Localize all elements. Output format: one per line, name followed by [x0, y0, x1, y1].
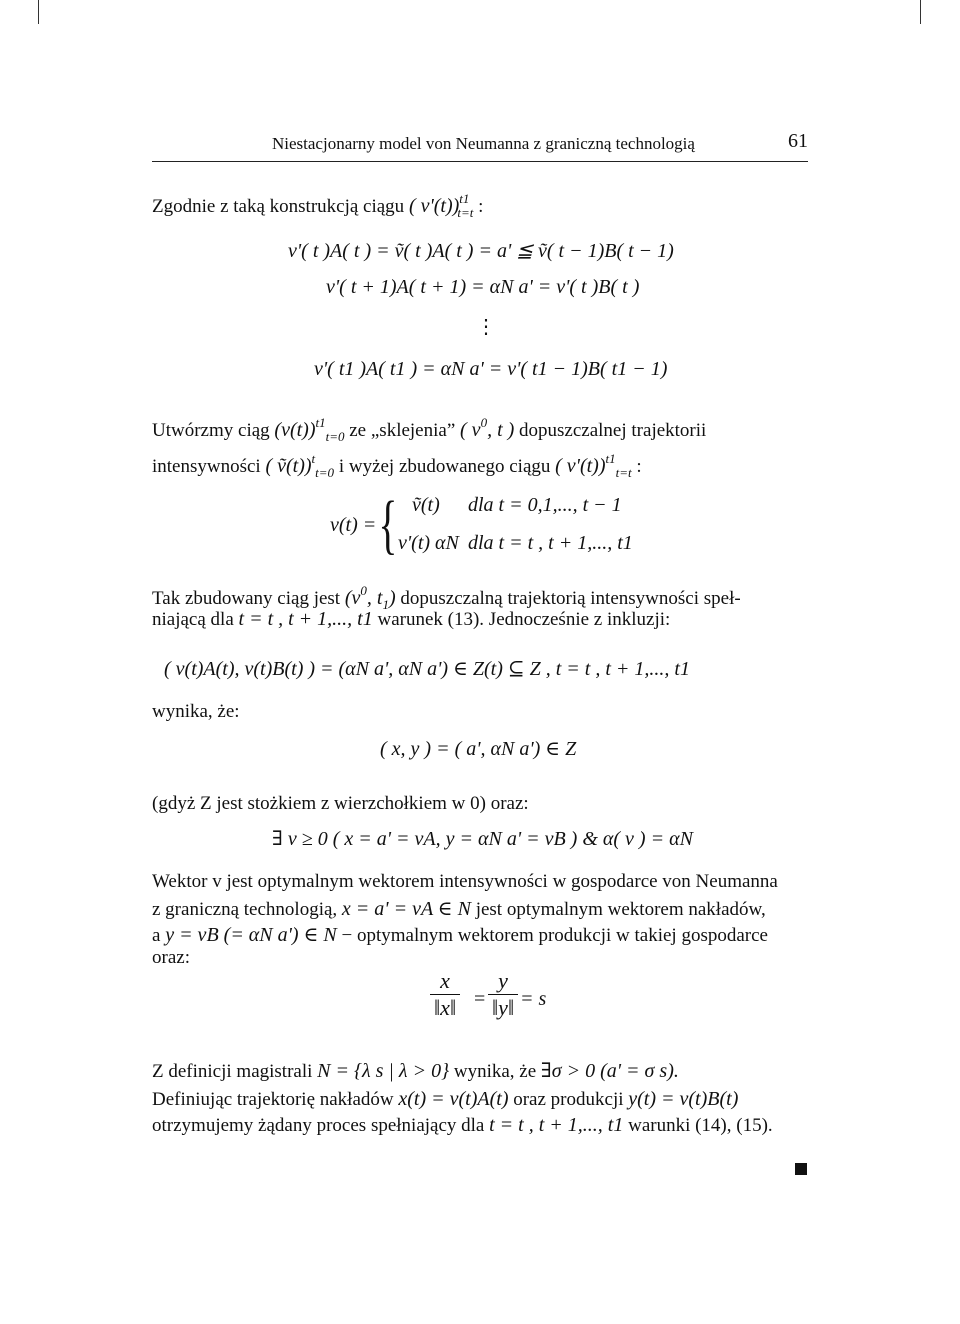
header-title: Niestacjonarny model von Neumanna z graniczną technologią: [272, 134, 695, 153]
fraction-numerator: x: [430, 968, 460, 995]
crop-mark-left: [38, 0, 39, 24]
text-line: [152, 1058, 679, 1084]
text-span: − optymalnym wektorem produkcji w takiej gospodarce: [341, 925, 768, 946]
text-span: wynika, że: [453, 1061, 537, 1082]
text-line: [152, 410, 706, 450]
inline-math: y = vB (= αN a') ∈ N: [165, 924, 337, 946]
inline-math: ∃σ > 0 (a' = σ s).: [540, 1060, 679, 1082]
text-span: Tak zbudowany ciąg jest: [152, 588, 341, 609]
text-span: niającą dla: [152, 609, 234, 630]
case-1-value: ṽ(t): [412, 494, 440, 516]
fraction-x: [430, 968, 460, 1021]
fraction-denominator: ‖x‖: [434, 995, 457, 1020]
text-span: a: [152, 925, 161, 946]
equation-3: v'( t1 )A( t1 ) = αN a' = v'( t1 − 1)B( t1 − 1): [314, 358, 668, 380]
inline-math: x = a' = vA ∈ N: [341, 898, 471, 920]
text-line: [152, 606, 670, 632]
text-span: ze „sklejenia”: [349, 420, 456, 441]
inline-math: N = {λ s | λ > 0}: [317, 1060, 450, 1082]
fraction-rhs: = s: [520, 988, 547, 1010]
piecewise-lhs: v(t) =: [330, 514, 377, 536]
inline-math: ( v'(t))$^{t1}_{t=t}$: [555, 451, 632, 480]
text-line: [152, 1112, 773, 1138]
inline-math: ( ṽ(t))$^t_{t=0}$: [265, 451, 335, 480]
text-span: dopuszczalną trajektorią intensywności speł-: [400, 588, 741, 609]
text-span: z graniczną technologią,: [152, 899, 338, 920]
text-span: intensywności: [152, 456, 261, 477]
left-brace: {: [378, 488, 398, 561]
text-line: [152, 446, 642, 486]
text-line: Wektor v jest optymalnym wektorem intensywności w gospodarce von Neumanna: [152, 871, 778, 892]
running-header: [152, 130, 808, 162]
text-line: (gdyż Z jest stożkiem z wierzchołkiem w 0) oraz:: [152, 793, 529, 814]
crop-mark-right: [920, 0, 921, 24]
equals-sign: =: [474, 988, 486, 1010]
text-span: warunki (14), (15).: [628, 1115, 773, 1136]
case-1-condition: dla t = 0,1,..., t − 1: [468, 494, 622, 516]
text-span: jest optymalnym wektorem nakładów,: [475, 899, 766, 920]
text-span: otrzymujemy żądany proces spełniający dla: [152, 1115, 485, 1136]
text-line: oraz:: [152, 947, 190, 968]
text-span: Z definicji magistrali: [152, 1061, 313, 1082]
text-span: :: [478, 196, 484, 217]
text-line: [152, 896, 766, 922]
text-line: [152, 186, 483, 226]
inline-math: ( $v^0$, t ): [460, 415, 515, 441]
text-span: Zgodnie z taką konstrukcją ciągu: [152, 196, 405, 217]
inline-math: y(t) = v(t)B(t): [628, 1088, 739, 1110]
text-span: Utwórzmy ciąg: [152, 420, 270, 441]
case-2-condition: dla t = t , t + 1,..., t1: [468, 532, 633, 554]
header-rule: [152, 161, 808, 162]
inline-math: $(v(t))^{t1}_{t=0}$: [274, 415, 345, 444]
text-line: [152, 922, 768, 948]
inline-math: ($v^0$, $t_1$): [344, 583, 396, 612]
equation-6: ∃ v ≥ 0 ( x = a' = vA, y = αN a' = vB ) & α( v ) = αN: [272, 828, 693, 850]
case-2-value: v'(t) αN: [398, 532, 459, 554]
equation-1: v'( t )A( t ) = ṽ( t )A( t ) = a' ≦ ṽ( t − 1)B( t − 1): [288, 240, 674, 262]
vertical-ellipsis: ⋮: [476, 316, 496, 338]
fraction-numerator: y: [488, 968, 518, 995]
text-span: :: [636, 456, 642, 477]
text-span: oraz produkcji: [513, 1089, 624, 1110]
equation-2: v'( t + 1)A( t + 1) = αN a' = v'( t )B( t ): [326, 276, 640, 298]
fraction-y: [488, 968, 518, 1021]
inline-math: x(t) = v(t)A(t): [398, 1088, 509, 1110]
fraction-denominator: ‖y‖: [492, 995, 515, 1020]
end-of-proof-square: [795, 1163, 807, 1175]
equation-4: ( v(t)A(t), v(t)B(t) ) = (αN a', αN a') ∈ Z(t) ⊆ Z , t = t , t + 1,..., t1: [164, 658, 690, 680]
text-line: wynika, że:: [152, 701, 240, 722]
text-span: dopuszczalnej trajektorii: [519, 420, 707, 441]
equation-5: ( x, y ) = ( a', αN a') ∈ Z: [380, 738, 577, 760]
page-number: 61: [788, 130, 808, 152]
text-span: Definiując trajektorię nakładów: [152, 1089, 394, 1110]
inline-math: t = t , t + 1,..., t1: [238, 608, 373, 630]
inline-math: ( v'(t))$^{t1}_{t=t}$: [408, 191, 474, 220]
text-span: warunek (13). Jednocześnie z inkluzji:: [377, 609, 671, 630]
text-span: i wyżej zbudowanego ciągu: [338, 456, 551, 477]
text-line: [152, 1086, 738, 1112]
inline-math: t = t , t + 1,..., t1: [489, 1114, 624, 1136]
